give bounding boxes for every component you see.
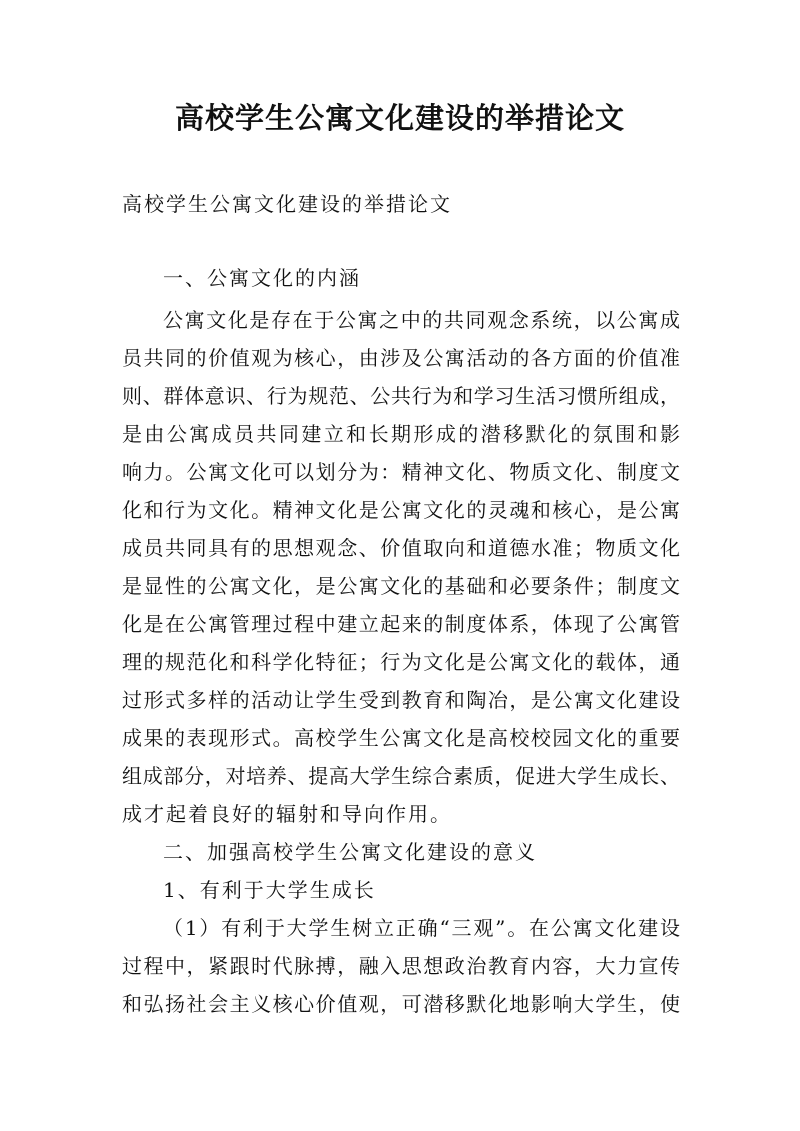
document-subtitle: 高校学生公寓文化建设的举措论文	[122, 192, 452, 216]
paragraph-line: 则、群体意识、行为规范、公共行为和学习生活习惯所组成，	[122, 384, 680, 408]
paragraph-line: 成果的表现形式。高校学生公寓文化是高校校园文化的重要	[122, 726, 680, 750]
paragraph-line: 成才起着良好的辐射和导向作用。	[122, 802, 452, 826]
paragraph-line: （1）有利于大学生树立正确“三观”。在公寓文化建设	[163, 916, 680, 940]
paragraph-line: 化和行为文化。精神文化是公寓文化的灵魂和核心，是公寓	[122, 498, 680, 522]
paragraph-line: 响力。公寓文化可以划分为：精神文化、物质文化、制度文	[122, 460, 680, 484]
paragraph-line: 员共同的价值观为核心，由涉及公寓活动的各方面的价值准	[122, 346, 680, 370]
paragraph-line: 化是在公寓管理过程中建立起来的制度体系，体现了公寓管	[122, 612, 680, 636]
paragraph-line: 过形式多样的活动让学生受到教育和陶冶，是公寓文化建设	[122, 688, 680, 712]
section-heading-1: 一、公寓文化的内涵	[163, 266, 361, 290]
paragraph-line: 是显性的公寓文化，是公寓文化的基础和必要条件；制度文	[122, 574, 680, 598]
paragraph-line: 理的规范化和科学化特征；行为文化是公寓文化的载体，通	[122, 650, 680, 674]
subsection-heading-1: 1、有利于大学生成长	[163, 878, 376, 902]
paragraph-line: 公寓文化是存在于公寓之中的共同观念系统，以公寓成	[163, 308, 680, 332]
paragraph-line: 过程中，紧跟时代脉搏，融入思想政治教育内容，大力宣传	[122, 954, 680, 978]
paragraph-line: 是由公寓成员共同建立和长期形成的潜移默化的氛围和影	[122, 422, 680, 446]
paragraph-line: 组成部分，对培养、提高大学生综合素质，促进大学生成长、	[122, 764, 680, 788]
section-heading-2: 二、加强高校学生公寓文化建设的意义	[163, 840, 537, 864]
paragraph-line: 和弘扬社会主义核心价值观，可潜移默化地影响大学生，使	[122, 992, 680, 1016]
paragraph-line: 成员共同具有的思想观念、价值取向和道德水准；物质文化	[122, 536, 680, 560]
document-title: 高校学生公寓文化建设的举措论文	[174, 101, 625, 135]
